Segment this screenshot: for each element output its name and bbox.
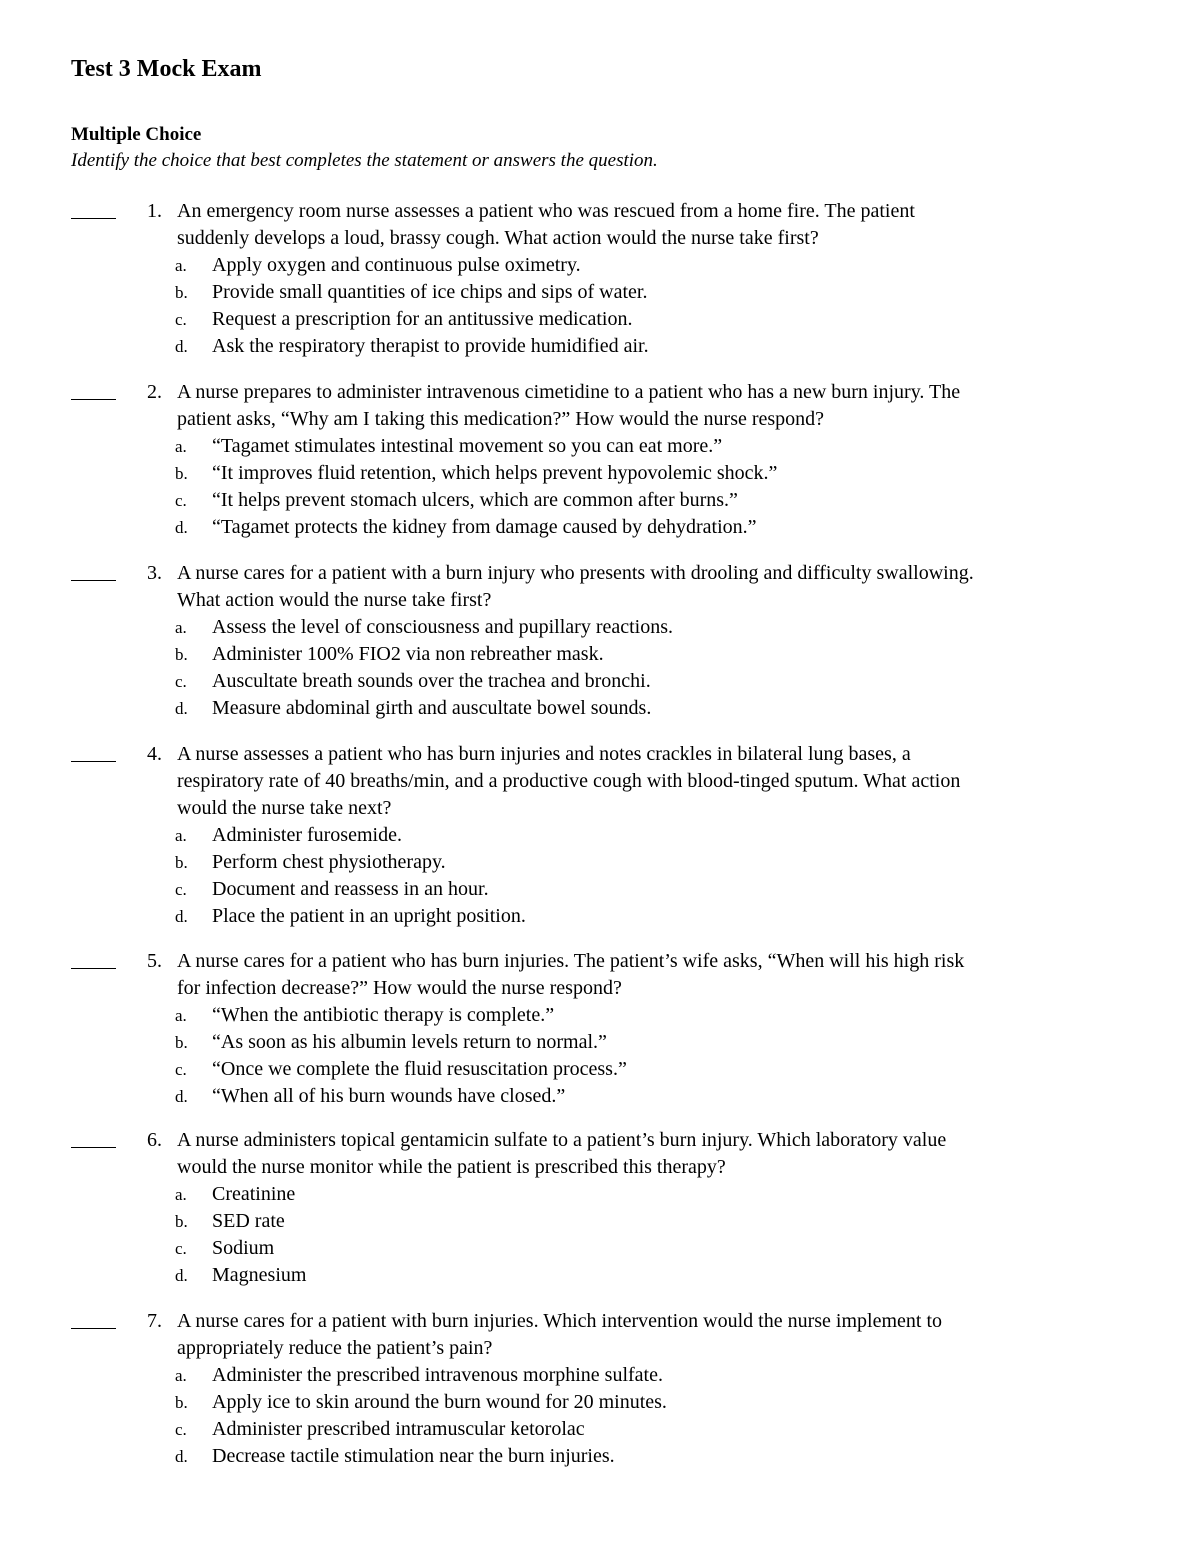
answer-choice xyxy=(0,1029,1200,1056)
question-stem-line: An emergency room nurse assesses a patient who was rescued from a home fire. The patient xyxy=(177,200,915,222)
choice-letter: b. xyxy=(175,645,188,664)
answer-choice xyxy=(0,641,1200,668)
question-stem xyxy=(177,379,1122,433)
question-number: 3. xyxy=(147,562,162,584)
choice-letter: b. xyxy=(175,464,188,483)
question-stem-line: respiratory rate of 40 breaths/min, and a productive cough with blood-tinged sputum. What action xyxy=(177,770,961,792)
question-stem-line: would the nurse monitor while the patient is prescribed this therapy? xyxy=(177,1156,726,1178)
question-stem-line: A nurse assesses a patient who has burn injuries and notes crackles in bilateral lung bases, a xyxy=(177,743,911,765)
question-number: 5. xyxy=(147,950,162,972)
question-stem-line: A nurse cares for a patient with a burn injury who presents with drooling and difficulty swallowing. xyxy=(177,562,974,584)
choice-letter: a. xyxy=(175,1366,187,1385)
question-stem xyxy=(177,560,1122,614)
question-stem-line: What action would the nurse take first? xyxy=(177,589,492,611)
choice-text: “Tagamet stimulates intestinal movement so you can eat more.” xyxy=(212,435,723,457)
answer-blank[interactable] xyxy=(71,1147,116,1148)
answer-choice xyxy=(0,1083,1200,1110)
question-stem-line: appropriately reduce the patient’s pain? xyxy=(177,1337,493,1359)
answer-blank[interactable] xyxy=(71,968,116,969)
question-stem xyxy=(177,1308,1122,1362)
choice-text: Administer prescribed intramuscular ketorolac xyxy=(212,1418,585,1440)
answer-choice xyxy=(0,1362,1200,1389)
choice-text: Administer furosemide. xyxy=(212,824,402,846)
answer-choice xyxy=(0,1262,1200,1289)
answer-choice xyxy=(0,252,1200,279)
choice-text: “Tagamet protects the kidney from damage caused by dehydration.” xyxy=(212,516,757,538)
question-number: 2. xyxy=(147,381,162,403)
page-title: Test 3 Mock Exam xyxy=(71,56,262,82)
question-number: 1. xyxy=(147,200,162,222)
answer-blank[interactable] xyxy=(71,1328,116,1329)
answer-choice xyxy=(0,1389,1200,1416)
choice-text: Creatinine xyxy=(212,1183,296,1205)
choice-letter: d. xyxy=(175,1266,188,1285)
choice-text: Administer the prescribed intravenous morphine sulfate. xyxy=(212,1364,663,1386)
choice-text: “As soon as his albumin levels return to normal.” xyxy=(212,1031,607,1053)
choice-text: Perform chest physiotherapy. xyxy=(212,851,446,873)
answer-choice xyxy=(0,1002,1200,1029)
choice-text: Ask the respiratory therapist to provide humidified air. xyxy=(212,335,649,357)
answer-choice xyxy=(0,903,1200,930)
choice-letter: b. xyxy=(175,1393,188,1412)
question-stem-line: A nurse cares for a patient with burn injuries. Which intervention would the nurse implement to xyxy=(177,1310,942,1332)
choice-letter: d. xyxy=(175,907,188,926)
question-stem-line: would the nurse take next? xyxy=(177,797,392,819)
answer-choice xyxy=(0,514,1200,541)
question-stem-line: A nurse cares for a patient who has burn injuries. The patient’s wife asks, “When will his high risk xyxy=(177,950,965,972)
choice-letter: a. xyxy=(175,826,187,845)
answer-blank[interactable] xyxy=(71,218,116,219)
choice-letter: a. xyxy=(175,618,187,637)
answer-choice xyxy=(0,279,1200,306)
choice-text: SED rate xyxy=(212,1210,285,1232)
answer-choice xyxy=(0,306,1200,333)
answer-choice xyxy=(0,1181,1200,1208)
choice-text: Decrease tactile stimulation near the burn injuries. xyxy=(212,1445,615,1467)
answer-choice xyxy=(0,822,1200,849)
choice-letter: d. xyxy=(175,1447,188,1466)
choice-letter: c. xyxy=(175,1420,187,1439)
answer-choice xyxy=(0,433,1200,460)
choice-letter: c. xyxy=(175,1060,187,1079)
choice-letter: b. xyxy=(175,283,188,302)
choice-text: “It improves fluid retention, which helps prevent hypovolemic shock.” xyxy=(212,462,778,484)
choice-letter: b. xyxy=(175,853,188,872)
answer-blank[interactable] xyxy=(71,761,116,762)
answer-choice xyxy=(0,695,1200,722)
choice-letter: b. xyxy=(175,1033,188,1052)
choice-text: Document and reassess in an hour. xyxy=(212,878,489,900)
choice-letter: c. xyxy=(175,672,187,691)
answer-choice xyxy=(0,1235,1200,1262)
answer-choice xyxy=(0,460,1200,487)
answer-choice xyxy=(0,1416,1200,1443)
answer-choice xyxy=(0,487,1200,514)
choice-letter: b. xyxy=(175,1212,188,1231)
question-stem-line: for infection decrease?” How would the nurse respond? xyxy=(177,977,622,999)
choice-letter: c. xyxy=(175,880,187,899)
choice-letter: a. xyxy=(175,437,187,456)
choice-letter: d. xyxy=(175,337,188,356)
choice-text: Apply ice to skin around the burn wound for 20 minutes. xyxy=(212,1391,667,1413)
choice-text: Auscultate breath sounds over the trachea and bronchi. xyxy=(212,670,651,692)
choice-text: “Once we complete the fluid resuscitation process.” xyxy=(212,1058,627,1080)
choice-letter: d. xyxy=(175,1087,188,1106)
choice-letter: a. xyxy=(175,1006,187,1025)
question-stem xyxy=(177,948,1122,1002)
choice-text: Place the patient in an upright position. xyxy=(212,905,526,927)
answer-choice xyxy=(0,614,1200,641)
choice-letter: c. xyxy=(175,1239,187,1258)
choice-letter: c. xyxy=(175,491,187,510)
choice-text: Administer 100% FIO2 via non rebreather mask. xyxy=(212,643,604,665)
question-stem xyxy=(177,1127,1122,1181)
choice-letter: d. xyxy=(175,518,188,537)
choice-letter: d. xyxy=(175,699,188,718)
choice-text: “When all of his burn wounds have closed.” xyxy=(212,1085,566,1107)
choice-text: Magnesium xyxy=(212,1264,307,1286)
choice-text: Measure abdominal girth and auscultate bowel sounds. xyxy=(212,697,652,719)
question-stem-line: patient asks, “Why am I taking this medication?” How would the nurse respond? xyxy=(177,408,825,430)
question-number: 4. xyxy=(147,743,162,765)
question-stem-line: A nurse administers topical gentamicin sulfate to a patient’s burn injury. Which laboratory value xyxy=(177,1129,947,1151)
answer-choice xyxy=(0,876,1200,903)
question-stem xyxy=(177,198,1122,252)
choice-text: Apply oxygen and continuous pulse oximetry. xyxy=(212,254,581,276)
question-number: 6. xyxy=(147,1129,162,1151)
answer-blank[interactable] xyxy=(71,399,116,400)
section-instructions: Identify the choice that best completes the statement or answers the question. xyxy=(71,150,658,171)
question-number: 7. xyxy=(147,1310,162,1332)
choice-text: Provide small quantities of ice chips and sips of water. xyxy=(212,281,648,303)
choice-text: “When the antibiotic therapy is complete.” xyxy=(212,1004,555,1026)
question-stem xyxy=(177,741,1122,822)
question-stem-line: A nurse prepares to administer intravenous cimetidine to a patient who has a new burn injury. The xyxy=(177,381,961,403)
question-stem-line: suddenly develops a loud, brassy cough. What action would the nurse take first? xyxy=(177,227,819,249)
section-heading: Multiple Choice xyxy=(71,124,202,145)
choice-letter: a. xyxy=(175,256,187,275)
answer-choice xyxy=(0,1056,1200,1083)
answer-choice xyxy=(0,668,1200,695)
answer-choice xyxy=(0,849,1200,876)
answer-choice xyxy=(0,1443,1200,1470)
choice-letter: c. xyxy=(175,310,187,329)
choice-letter: a. xyxy=(175,1185,187,1204)
choice-text: Sodium xyxy=(212,1237,275,1259)
choice-text: Assess the level of consciousness and pupillary reactions. xyxy=(212,616,674,638)
answer-choice xyxy=(0,1208,1200,1235)
answer-choice xyxy=(0,333,1200,360)
choice-text: “It helps prevent stomach ulcers, which are common after burns.” xyxy=(212,489,738,511)
answer-blank[interactable] xyxy=(71,580,116,581)
choice-text: Request a prescription for an antitussive medication. xyxy=(212,308,633,330)
